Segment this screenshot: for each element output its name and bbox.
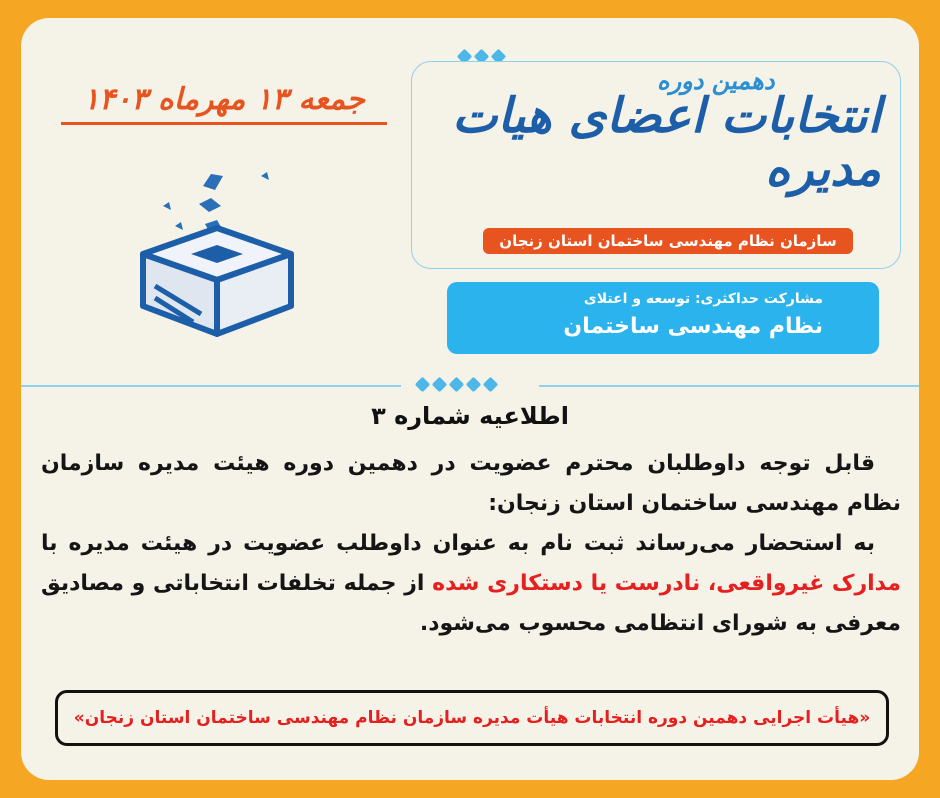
notice-paragraph-1: قابل توجه داوطلبان محترم عضویت در دهمین دوره هیئت مدیره سازمان نظام مهندسی ساختمان استان زنجان: [41, 451, 901, 516]
divider-left [21, 385, 401, 387]
slogan-line-1: مشارکت حداکثری: توسعه و اعتلای [583, 291, 823, 307]
slogan-box [447, 282, 879, 354]
announcement-card [21, 18, 919, 780]
organization-label: سازمان نظام مهندسی ساختمان استان زنجان [483, 228, 853, 254]
notice-body [41, 444, 901, 644]
slogan-line-2: نظام مهندسی ساختمان [563, 314, 823, 339]
divider-right [539, 385, 919, 387]
notice-paragraph-2-end: از جمله تخلفات انتخاباتی و مصادیق معرفی به شورای انتظامی محسوب می‌شود. [41, 571, 901, 636]
notice-title: اطلاعیه شماره ۳ [371, 402, 569, 430]
ballot-box-icon [133, 146, 303, 346]
divider-dots-decoration [417, 379, 496, 390]
notice-paragraph-2-start: به استحضار می‌رساند ثبت نام به عنوان داوطلب عضویت در هیئت مدیره با [41, 531, 875, 556]
notice-paragraph-2-highlight: مدارک غیرواقعی، نادرست یا دستکاری شده [432, 571, 901, 596]
election-title: انتخابات اعضای هیات مدیره [452, 88, 881, 197]
tenth-term-label: دهمین دوره [657, 66, 775, 95]
signature-footer: «هیأت اجرایی دهمین دوره انتخابات هیأت مدیره سازمان نظام مهندسی ساختمان استان زنجان» [55, 690, 889, 746]
election-date: جمعه ۱۳ مهرماه ۱۴۰۳ [83, 82, 365, 117]
date-underline [61, 122, 387, 125]
